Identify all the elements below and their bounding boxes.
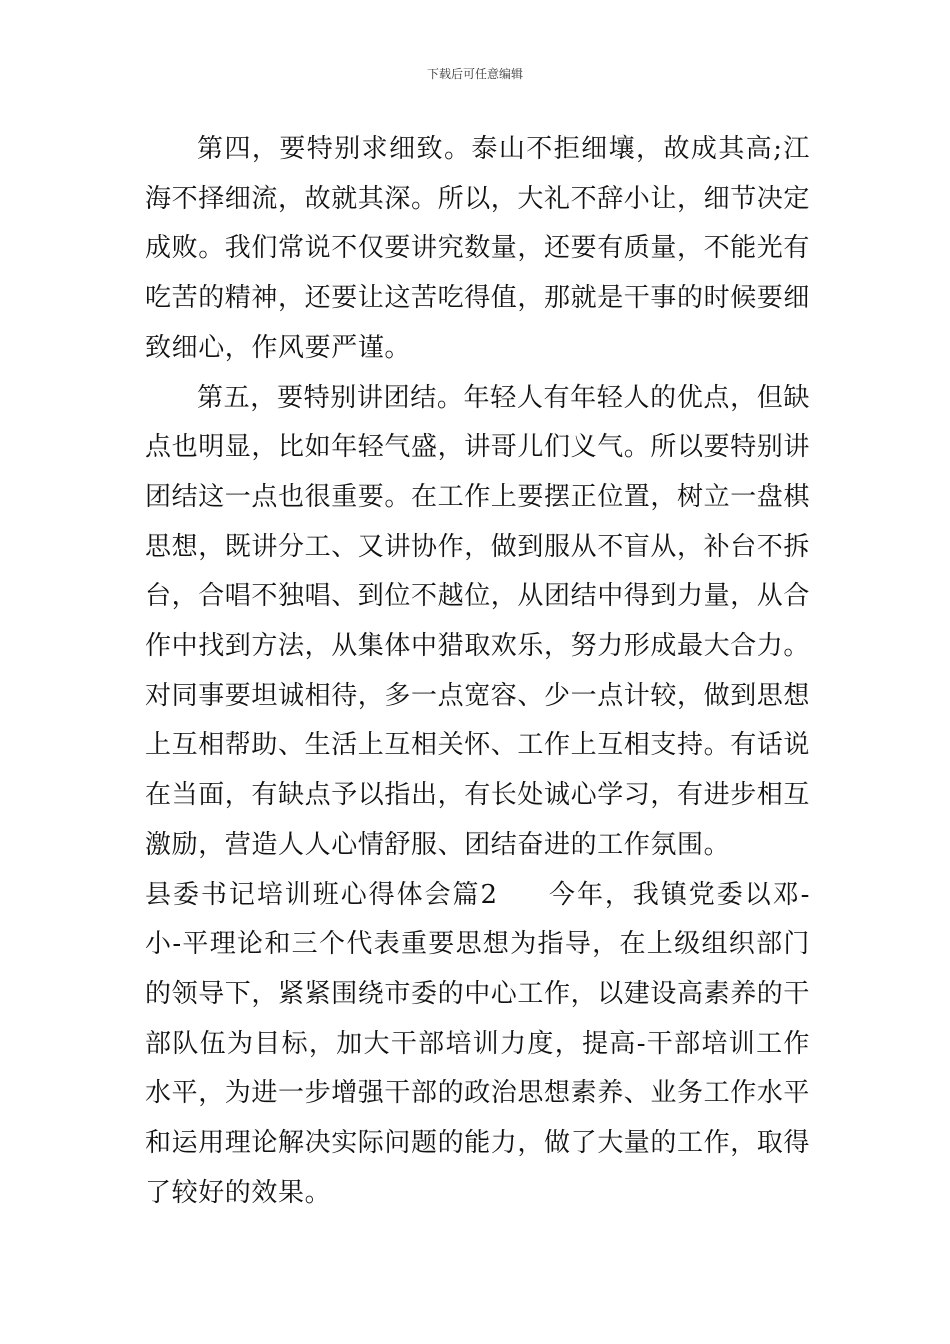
- article-2: [145, 871, 810, 1219]
- paragraph-fourth-point: 第四，要特别求细致。泰山不拒细壤，故成其高;江海不择细流，故就其深。所以，大礼不辞小让，细节决定成败。我们常说不仅要讲究数量，还要有质量，不能光有吃苦的精神，还要让这苦吃得值，那就是干事的时候要细致细心，作风要严谨。: [145, 134, 811, 363]
- article-2-title: 县委书记培训班心得体会篇2: [145, 879, 498, 910]
- paragraph-colleagues: 对同事要坦诚相待，多一点宽容、少一点计较，做到思想上互相帮助、生活上互相关怀、工作上互相支持。有话说在当面，有缺点予以指出，有长处诚心学习，有进步相互激励，营造人人心情舒服、团结奋进的工作氛围。: [145, 680, 811, 860]
- article-2-body: 今年，我镇党委以邓-小-平理论和三个代表重要思想为指导，在上级组织部门的领导下，紧紧围绕市委的中心工作，以建设高素养的干部队伍为目标，加大干部培训力度，提高-干部培训工作水平，为进一步增强干部的政治思想素养、业务工作水平和运用理论解决实际问题的能力，做了大量的工作，取得了较好的效果。: [145, 879, 811, 1208]
- page-header-note: 下载后可任意编辑: [426, 67, 523, 81]
- paragraph-fifth-point: 第五，要特别讲团结。年轻人有年轻人的优点，但缺点也明显，比如年轻气盛，讲哥儿们义气。所以要特别讲团结这一点也很重要。在工作上要摆正位置，树立一盘棋思想，既讲分工、又讲协作，做到服从不盲从，补台不拆台，合唱不独唱、到位不越位，从团结中得到力量，从合作中找到方法，从集体中猎取欢乐，努力形成最大合力。: [145, 382, 811, 662]
- document-body: [145, 125, 810, 1218]
